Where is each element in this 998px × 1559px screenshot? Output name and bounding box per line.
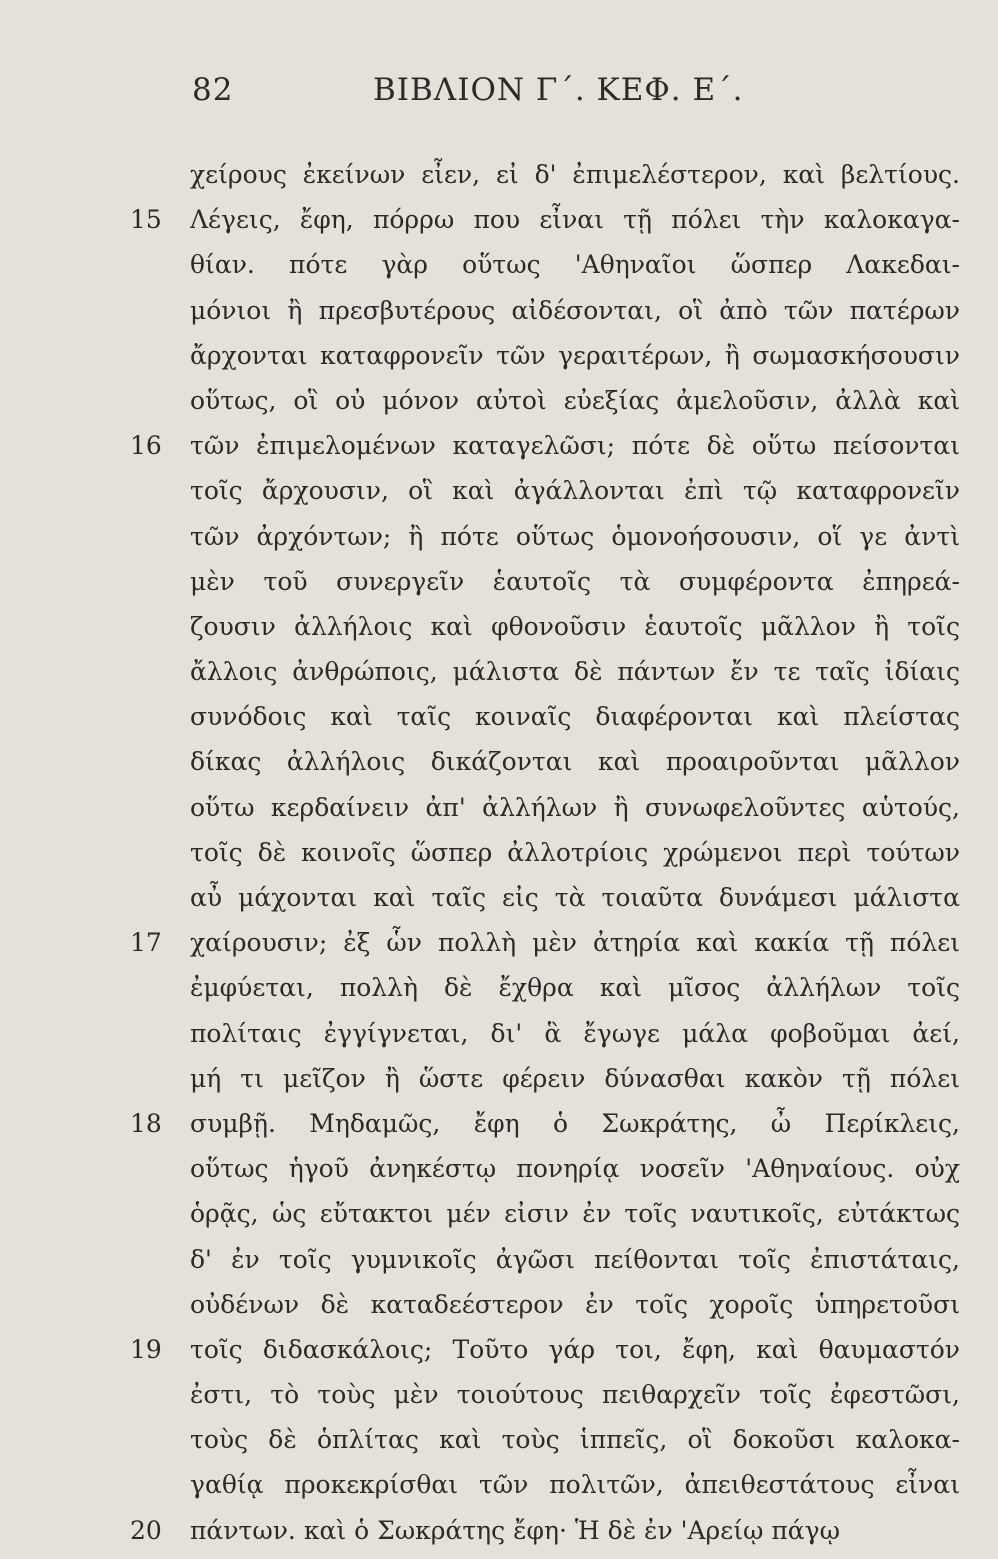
text-line: [0, 926, 998, 971]
line-text: αὖ μάχονται καὶ ταῖς εἰς τὰ τοιαῦτα δυνάμεσι μάλιστα: [190, 883, 960, 912]
text-line: [0, 1017, 998, 1062]
line-text: τῶν ἐπιμελομένων καταγελῶσι; πότε δὲ οὕτω πείσονται: [190, 431, 960, 461]
text-line: [0, 836, 998, 881]
page-number: 82: [192, 72, 234, 108]
line-text: ἐμφύεται, πολλὴ δὲ ἔχθρα καὶ μῖσος ἀλλήλων τοῖς: [190, 973, 960, 1003]
text-line: [0, 1152, 998, 1197]
text-line: [0, 1333, 998, 1378]
line-text: μόνιοι ἢ πρεσβυτέρους αἰδέσονται, οἳ ἀπὸ τῶν πατέρων: [190, 295, 960, 325]
text-line: [0, 881, 998, 926]
section-number: 20: [130, 1515, 162, 1545]
line-text: οὕτως ἡγοῦ ἀνηκέστῳ πονηρίᾳ νοσεῖν 'Αθηναίους. οὐχ: [190, 1154, 960, 1184]
text-line: [0, 1243, 998, 1288]
line-text: δ' ἐν τοῖς γυμνικοῖς ἀγῶσι πείθονται τοῖς ἐπιστάταις,: [190, 1244, 960, 1274]
text-line: [0, 203, 998, 248]
line-text: ζουσιν ἀλλήλοις καὶ φθονοῦσιν ἑαυτοῖς μᾶλλον ἢ τοῖς: [190, 611, 960, 641]
text-line: [0, 700, 998, 745]
line-text: οὕτω κερδαίνειν ἀπ' ἀλλήλων ἢ συνωφελοῦντες αὑτούς,: [190, 792, 960, 822]
line-text: τῶν ἀρχόντων; ἢ πότε οὕτως ὁμονοήσουσιν, οἵ γε ἀντὶ: [190, 521, 960, 551]
line-text: οὕτως, οἳ οὐ μόνον αὐτοὶ εὐεξίας ἀμελοῦσιν, ἀλλὰ καὶ: [190, 385, 960, 415]
text-line: [0, 655, 998, 700]
running-title: ΒΙΒΛΙΟΝ Γ΄. ΚΕΦ. Ε΄.: [373, 72, 744, 108]
text-line: [0, 294, 998, 339]
text-line: [0, 565, 998, 610]
text-line: [0, 520, 998, 565]
line-text: συμβῇ. Μηδαμῶς, ἔφη ὁ Σωκράτης, ὦ Περίκλεις,: [190, 1108, 960, 1138]
text-line: [0, 1107, 998, 1152]
text-line: [0, 745, 998, 790]
line-text: ἄλλοις ἀνθρώποις, μάλιστα δὲ πάντων ἔν τε ταῖς ἰδίαις: [190, 657, 960, 687]
body-text: [0, 158, 998, 1559]
text-line: [0, 339, 998, 384]
text-line: [0, 474, 998, 519]
line-text: χαίρουσιν; ἐξ ὧν πολλὴ μὲν ἀτηρία καὶ κακία τῇ πόλει: [190, 928, 960, 958]
line-text: ἐστι, τὸ τοὺς μὲν τοιούτους πειθαρχεῖν τοῖς ἐφεστῶσι,: [190, 1380, 960, 1410]
text-line: [0, 1423, 998, 1468]
line-text: μὲν τοῦ συνεργεῖν ἑαυτοῖς τὰ συμφέροντα ἐπηρεά-: [190, 566, 960, 596]
text-line: [0, 1062, 998, 1107]
line-text: δίκας ἀλλήλοις δικάζονται καὶ προαιροῦνται μᾶλλον: [190, 747, 960, 777]
section-number: 19: [130, 1334, 162, 1364]
line-text: ὁρᾷς, ὡς εὔτακτοι μέν εἰσιν ἐν τοῖς ναυτικοῖς, εὐτάκτως: [190, 1199, 960, 1229]
line-text: τοῖς διδασκάλοις; Τοῦτο γάρ τοι, ἔφη, καὶ θαυμαστόν: [190, 1334, 960, 1364]
section-number: 15: [130, 205, 162, 235]
line-text: συνόδοις καὶ ταῖς κοιναῖς διαφέρονται καὶ πλείστας: [190, 702, 960, 732]
text-line: [0, 1468, 998, 1513]
line-text: μή τι μεῖζον ἢ ὥστε φέρειν δύνασθαι κακὸν τῇ πόλει: [190, 1063, 960, 1093]
line-text: πάντων. καὶ ὁ Σωκράτης ἔφη· Ἡ δὲ ἐν 'Αρείῳ πάγῳ: [190, 1515, 840, 1545]
line-text: γαθίᾳ προκεκρίσθαι τῶν πολιτῶν, ἀπειθεστάτους εἶναι: [190, 1470, 960, 1500]
text-line: [0, 971, 998, 1016]
line-text: τοῖς ἄρχουσιν, οἳ καὶ ἀγάλλονται ἐπὶ τῷ καταφρονεῖν: [190, 476, 960, 506]
text-line: [0, 158, 998, 203]
section-number: 16: [130, 431, 162, 461]
line-text: ἄρχονται καταφρονεῖν τῶν γεραιτέρων, ἢ σωμασκήσουσιν: [190, 340, 960, 370]
text-line: [0, 248, 998, 293]
text-line: [0, 429, 998, 474]
line-text: πολίταις ἐγγίγνεται, δι' ἃ ἔγωγε μάλα φοβοῦμαι ἀεί,: [190, 1018, 960, 1048]
line-text: Λέγεις, ἔφη, πόρρω που εἶναι τῇ πόλει τὴν καλοκαγα-: [190, 205, 960, 235]
text-line: [0, 791, 998, 836]
text-line: [0, 610, 998, 655]
text-line: [0, 1288, 998, 1333]
line-text: οὐδένων δὲ καταδεέστερον ἐν τοῖς χοροῖς ὑπηρετοῦσι: [190, 1289, 960, 1319]
text-line: [0, 384, 998, 429]
line-text: χείρους ἐκείνων εἶεν, εἰ δ' ἐπιμελέστερον, καὶ βελτίους.: [190, 160, 960, 189]
text-line: [0, 1514, 998, 1559]
line-text: τοὺς δὲ ὁπλίτας καὶ τοὺς ἱππεῖς, οἳ δοκοῦσι καλοκα-: [190, 1425, 960, 1455]
text-line: [0, 1197, 998, 1242]
line-text: τοῖς δὲ κοινοῖς ὥσπερ ἀλλοτρίοις χρώμενοι περὶ τούτων: [190, 837, 960, 867]
line-text: θίαν. πότε γὰρ οὕτως 'Αθηναῖοι ὥσπερ Λακεδαι-: [190, 250, 960, 280]
section-number: 17: [130, 928, 162, 958]
text-line: [0, 1378, 998, 1423]
section-number: 18: [130, 1108, 162, 1138]
page-header: [0, 72, 998, 122]
